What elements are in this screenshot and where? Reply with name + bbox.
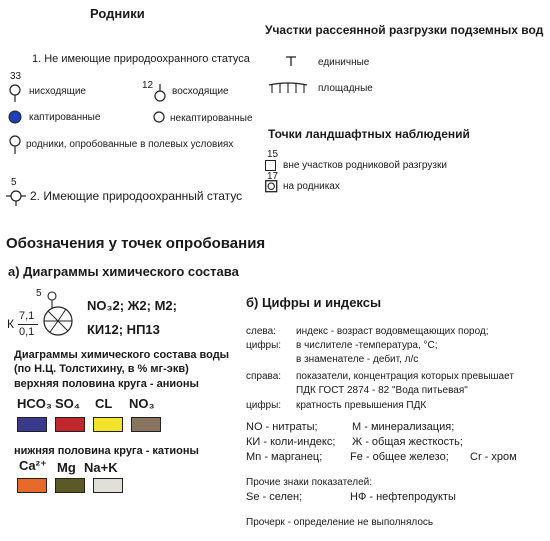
indices-title: б) Цифры и индексы bbox=[246, 295, 382, 310]
discharge-title: Участки рассеянной разгрузки подземных вод bbox=[265, 23, 544, 37]
diagram-caption-2: (по Н.Ц. Толстихину, в % мг-экв) bbox=[14, 363, 189, 375]
left-label: слева: bbox=[246, 326, 276, 337]
swatch-ca bbox=[17, 478, 47, 493]
on-springs-label: на родниках bbox=[283, 181, 340, 192]
descending-spring-icon bbox=[8, 83, 22, 105]
landscape-title: Точки ландшафтных наблюдений bbox=[268, 127, 470, 141]
swatch-hco3 bbox=[17, 417, 47, 432]
mineralization: М - минерализация; bbox=[352, 421, 455, 433]
anion-label-hco3: HCO₃ bbox=[17, 396, 52, 411]
coli-index: КИ - коли-индекс; bbox=[246, 436, 336, 448]
right-label: справа: bbox=[246, 371, 282, 382]
right-text-1: показатели, концентрация которых превышает bbox=[296, 371, 514, 382]
group2-label: 2. Имеющие природоохранный статус bbox=[30, 189, 243, 203]
num-12: 12 bbox=[142, 80, 154, 91]
example-number: 5 bbox=[36, 288, 42, 299]
age-index: К bbox=[7, 317, 14, 331]
captured-spring-icon bbox=[8, 110, 22, 126]
descending-label: нисходящие bbox=[29, 86, 86, 97]
swatch-mg bbox=[55, 478, 85, 493]
iron: Fe - общее железо; bbox=[350, 451, 449, 463]
group1-label: 1. Не имеющие природоохранного статуса bbox=[32, 53, 250, 65]
chemical-diagram-icon bbox=[42, 291, 78, 339]
cation-label-nak: Na+K bbox=[84, 460, 118, 475]
anions-title: верхняя половина круга - анионы bbox=[14, 378, 199, 390]
swatch-nak bbox=[93, 478, 123, 493]
hardness: Ж - общая жесткость; bbox=[352, 436, 463, 448]
digits2-text: кратность превышения ПДК bbox=[296, 400, 427, 411]
left-text: индекс - возраст водовмещающих пород; bbox=[296, 326, 489, 337]
outside-label: вне участков родниковой разгрузки bbox=[283, 160, 447, 171]
chromium: Cr - хром bbox=[470, 451, 517, 463]
swatch-cl bbox=[93, 417, 123, 432]
ascending-spring-icon bbox=[153, 83, 167, 105]
captured-label: каптированные bbox=[29, 112, 101, 123]
num-33: 33 bbox=[10, 71, 22, 82]
num-17: 17 bbox=[267, 171, 279, 182]
ascending-label: восходящие bbox=[172, 86, 229, 97]
cation-label-mg: Mg bbox=[57, 460, 76, 475]
digits2-label: цифры: bbox=[246, 400, 282, 411]
num-5: 5 bbox=[11, 177, 17, 188]
manganese: Mn - марганец; bbox=[246, 451, 323, 463]
diagram-caption-1: Диаграммы химического состава воды bbox=[14, 349, 230, 361]
outside-point-icon bbox=[265, 160, 276, 171]
single-label: единичные bbox=[318, 57, 370, 68]
areal-label: площадные bbox=[318, 83, 373, 94]
exceed-line-2: КИ12; НП13 bbox=[87, 322, 160, 337]
digits-numerator: в числителе -температура, °С; bbox=[296, 340, 438, 351]
uncaptured-label: некаптированные bbox=[170, 113, 253, 124]
temperature-value: 7,1 bbox=[19, 310, 35, 322]
anion-label-no3: NO₃ bbox=[129, 396, 155, 411]
discharge-value: 0,1 bbox=[19, 326, 35, 338]
num-15: 15 bbox=[267, 149, 279, 160]
right-text-2: ПДК ГОСТ 2874 - 82 "Вода питьевая" bbox=[296, 385, 468, 396]
nitrates: NO - нитраты; bbox=[246, 421, 318, 433]
cations-title: нижняя половина круга - катионы bbox=[14, 445, 199, 457]
digits-label: цифры: bbox=[246, 340, 282, 351]
sampling-title: Обозначения у точек опробования bbox=[6, 235, 266, 252]
areal-discharge-icon bbox=[268, 82, 308, 98]
protected-spring-icon bbox=[6, 186, 26, 206]
fraction-line bbox=[18, 324, 38, 325]
single-discharge-icon bbox=[284, 55, 298, 69]
cation-label-ca: Ca²⁺ bbox=[19, 458, 47, 473]
digits-denominator: в знаменателе - дебит, л/с bbox=[296, 354, 419, 365]
dash-note: Прочерк - определение не выполнялось bbox=[246, 517, 434, 528]
uncaptured-spring-icon bbox=[152, 109, 166, 125]
exceed-line-1: NO₃2; Ж2; М2; bbox=[87, 298, 177, 313]
anion-label-so4: SO₄ bbox=[55, 396, 80, 411]
swatch-so4 bbox=[55, 417, 85, 432]
other-title: Прочие знаки показателей: bbox=[246, 477, 373, 488]
springs-title: Родники bbox=[90, 6, 145, 21]
tested-label: родники, опробованные в полевых условиях bbox=[26, 139, 234, 150]
diagrams-title: а) Диаграммы химического состава bbox=[8, 264, 239, 279]
on-springs-point-icon bbox=[265, 180, 278, 193]
swatch-no3 bbox=[131, 417, 161, 432]
anion-label-cl: CL bbox=[95, 396, 113, 411]
selenium: Se - селен; bbox=[246, 491, 303, 503]
oil-products: НФ - нефтепродукты bbox=[350, 491, 456, 503]
tested-spring-icon bbox=[8, 134, 22, 158]
